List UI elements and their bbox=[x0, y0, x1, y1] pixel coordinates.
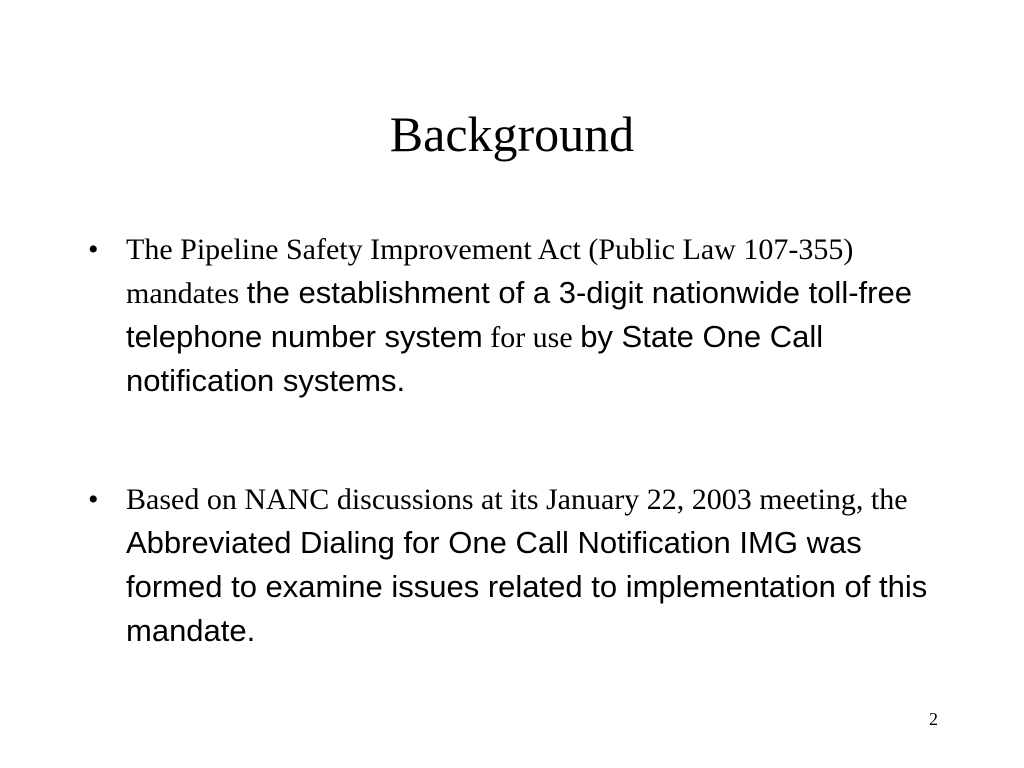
bullet-item-nanc-img bbox=[82, 478, 942, 653]
bullet-text bbox=[126, 478, 942, 653]
slide-title: Background bbox=[389, 106, 635, 162]
bullet-item-pipeline-act bbox=[82, 228, 942, 403]
bullet-text-segment: the establishment of a 3-digit nationwide toll-free telephone number system bbox=[126, 275, 912, 354]
bullet-text-segment: by State One Call notification systems. bbox=[126, 319, 824, 398]
bullet-text-segment: Abbreviated Dialing for One Call Notification IMG was formed to examine issues related to implementation of this mandate. bbox=[126, 525, 928, 648]
bullet-icon: • bbox=[88, 233, 99, 266]
page-number: 2 bbox=[929, 709, 938, 729]
bullet-text-segment: The Pipeline Safety Improvement Act (Public Law 107-355) mandates bbox=[126, 233, 854, 310]
bullet-text-segment: Based on NANC discussions at its January 22, 2003 meeting, the bbox=[126, 483, 908, 516]
bullet-text bbox=[126, 228, 942, 403]
bullet-text-segment: for use bbox=[490, 321, 573, 354]
bullet-icon: • bbox=[88, 483, 99, 516]
